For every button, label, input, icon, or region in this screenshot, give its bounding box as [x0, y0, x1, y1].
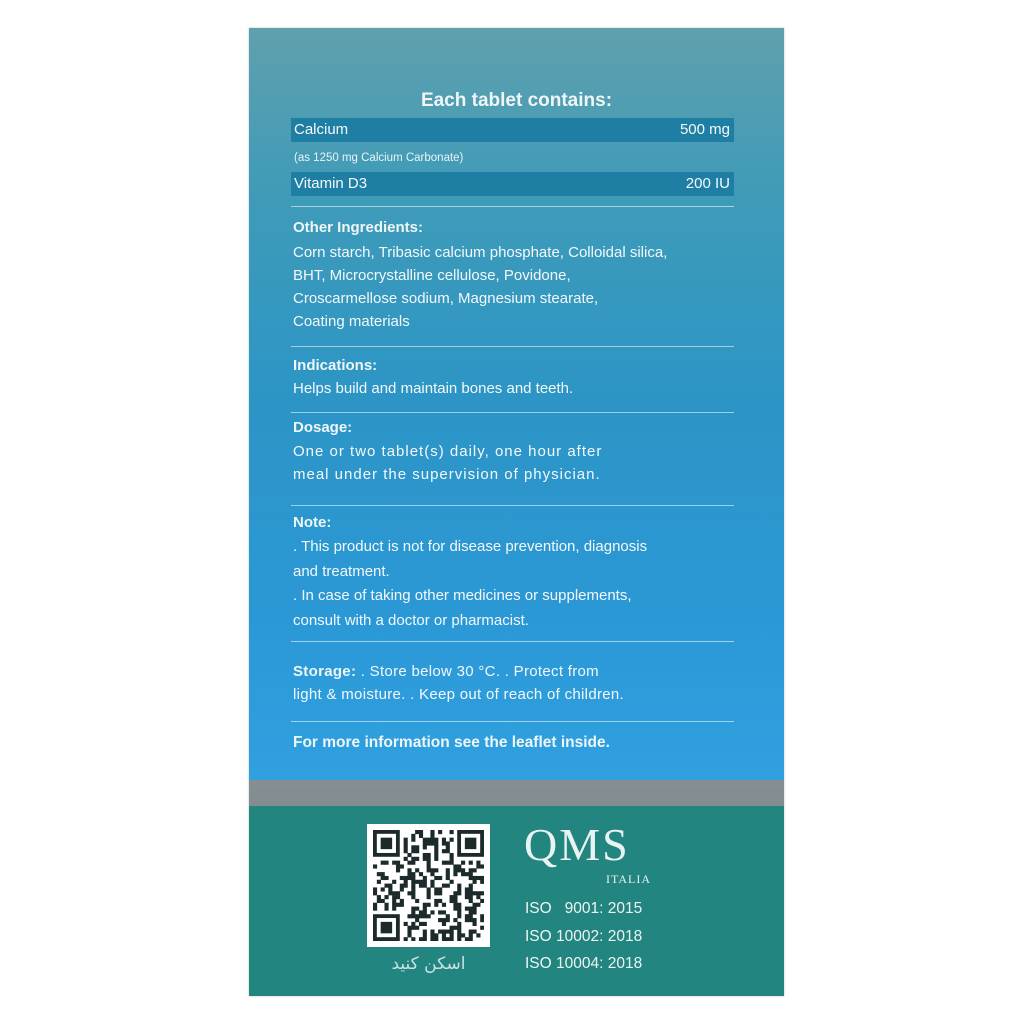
- storage-line-2: light & moisture. . Keep out of reach of children.: [293, 686, 625, 703]
- vitamin-d3-label: Vitamin D3: [294, 175, 368, 192]
- dosage-title: Dosage:: [293, 419, 353, 436]
- qr-code[interactable]: [367, 824, 490, 947]
- storage-line-1: . Store below 30 °C. . Protect from: [360, 663, 599, 680]
- dosage-text: [293, 440, 602, 486]
- ingredients-line: Coating materials: [293, 313, 410, 330]
- qms-logo-subtitle: ITALIA: [606, 872, 652, 886]
- iso-cert: ISO 10004: 2018: [525, 955, 643, 972]
- divider: [291, 412, 734, 413]
- note-line: . This product is not for disease prevention, diagnosis: [293, 538, 648, 555]
- note-title: Note:: [293, 514, 332, 531]
- contains-heading: Each tablet contains:: [420, 90, 613, 111]
- scan-label: اسکن کنید: [391, 954, 466, 974]
- dosage-line: One or two tablet(s) daily, one hour after: [293, 443, 603, 460]
- note-line: . In case of taking other medicines or supplements,: [293, 587, 632, 604]
- divider: [291, 346, 734, 347]
- divider: [291, 721, 734, 722]
- storage-title: Storage:: [293, 663, 357, 680]
- other-ingredients-title: Other Ingredients:: [293, 219, 424, 236]
- calcium-value: 500 mg: [679, 121, 730, 138]
- divider: [291, 206, 734, 207]
- divider: [291, 505, 734, 506]
- note-line: consult with a doctor or pharmacist.: [293, 611, 529, 629]
- calcium-note: (as 1250 mg Calcium Carbonate): [294, 152, 464, 164]
- ingredients-line: BHT, Microcrystalline cellulose, Povidone,: [293, 267, 571, 284]
- note-line: and treatment.: [293, 562, 390, 580]
- vitamin-d3-value: 200 IU: [685, 175, 730, 192]
- more-info-text: For more information see the leaflet inside.: [293, 734, 610, 751]
- ingredients-line: Corn starch, Tribasic calcium phosphate, Colloidal silica,: [293, 244, 668, 261]
- calcium-row: [291, 118, 734, 142]
- indications-text: Helps build and maintain bones and teeth.: [293, 380, 574, 397]
- storage-text: [293, 660, 624, 706]
- iso-cert: ISO 10002: 2018: [525, 928, 643, 945]
- green-band: [249, 806, 784, 996]
- calcium-label: Calcium: [294, 121, 349, 138]
- indications-title: Indications:: [293, 357, 378, 374]
- qms-logo: QMS: [524, 819, 630, 870]
- vitamin-d3-row: [291, 172, 734, 196]
- iso-cert: ISO 9001: 2015: [525, 900, 643, 917]
- dosage-line: meal under the supervision of physician.: [293, 466, 601, 483]
- other-ingredients-text: [293, 241, 743, 333]
- divider: [291, 641, 734, 642]
- product-box: [249, 28, 784, 996]
- qr-code-image: [373, 830, 484, 941]
- info-panel: [249, 28, 784, 780]
- note-text: [293, 535, 647, 633]
- ingredients-line: Croscarmellose sodium, Magnesium stearate,: [293, 290, 599, 307]
